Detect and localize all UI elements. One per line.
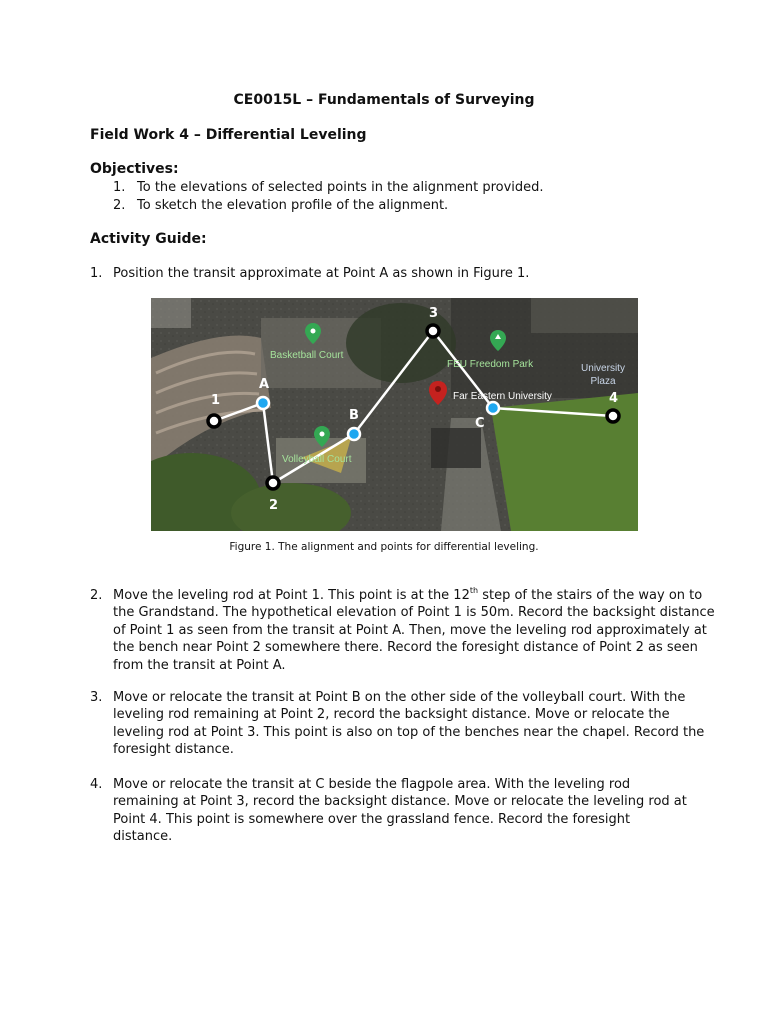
step-line-text: step of the stairs of the way on to [478, 588, 703, 603]
point-4-label: 4 [609, 391, 619, 406]
step-line: of Point 1 as seen from the transit at Point A. Then, move the leveling rod approximately at [113, 622, 707, 638]
step-line: Move or relocate the transit at C beside the flagpole area. With the leveling rod [113, 777, 631, 792]
point-a-marker [257, 397, 269, 409]
point-2-marker [267, 477, 279, 489]
objective-item [113, 179, 613, 197]
step-line [113, 586, 703, 604]
step-line: Move or relocate the transit at Point B on the other side of the volleyball court. With the [113, 690, 686, 705]
basketball-court-label: Basketball Court [270, 350, 344, 361]
point-b-marker [348, 428, 360, 440]
point-4-marker [607, 410, 619, 422]
point-3-label: 3 [429, 306, 439, 321]
point-2-label: 2 [269, 498, 279, 513]
plaza-label-line2: Plaza [590, 376, 616, 387]
step-line: leveling rod remaining at Point 2, record the backsight distance. Move or relocate the [113, 707, 670, 723]
fieldwork-title: Field Work 4 – Differential Leveling [90, 127, 367, 143]
objectives-list [113, 179, 613, 215]
point-3-marker [427, 325, 439, 337]
figure-map [151, 298, 638, 531]
objective-number: 1. [113, 180, 126, 195]
plaza-label-line1: University [581, 363, 625, 374]
objective-number: 2. [113, 197, 126, 213]
point-c-marker [487, 402, 499, 414]
point-1-marker [208, 415, 220, 427]
step-line: Position the transit approximate at Point A as shown in Figure 1. [113, 266, 530, 281]
step-text [113, 586, 715, 674]
step-number: 2. [90, 588, 103, 603]
alignment-map-image [151, 298, 638, 531]
objective-text: To sketch the elevation profile of the alignment. [137, 197, 449, 213]
step-line: from the transit at Point A. [113, 657, 286, 673]
step-text [113, 689, 705, 759]
objective-item [113, 197, 613, 215]
step-line: Point 4. This point is somewhere over the grassland fence. Record the foresight [113, 811, 631, 827]
step-line-text: Move the leveling rod at Point 1. This point is at the 12 [113, 588, 470, 603]
ordinal-superscript: th [469, 586, 479, 595]
point-1-label: 1 [211, 393, 221, 408]
step-line: the bench near Point 2 somewhere there. Record the foresight distance of Point 2 as seen [113, 640, 698, 656]
objective-text: To the elevations of selected points in the alignment provided. [137, 180, 544, 195]
course-title: CE0015L – Fundamentals of Surveying [233, 92, 535, 108]
volleyball-court-label: Volleyball Court [282, 454, 352, 465]
step-line: the Grandstand. The hypothetical elevation of Point 1 is 50m. Record the backsight distance [113, 605, 715, 621]
freedom-park-label: FEU Freedom Park [447, 359, 534, 370]
objectives-heading: Objectives: [90, 161, 179, 177]
step-number: 1. [90, 266, 103, 281]
figure-caption: Figure 1. The alignment and points for differential leveling. [229, 541, 539, 553]
point-b-label: B [349, 408, 359, 423]
step-line: leveling rod at Point 3. This point is also on top of the benches near the chapel. Record the [113, 724, 705, 740]
point-c-label: C [475, 416, 485, 431]
activity-heading: Activity Guide: [90, 231, 207, 247]
step-line: remaining at Point 3, record the backsight distance. Move or relocate the leveling rod at [113, 794, 687, 810]
step-line: distance. [113, 829, 173, 845]
step-number: 3. [90, 690, 103, 705]
university-label: Far Eastern University [453, 391, 552, 402]
step-text [113, 776, 687, 846]
step-text [113, 265, 673, 282]
point-a-label: A [259, 377, 270, 392]
step-number: 4. [90, 777, 103, 792]
step-line: foresight distance. [113, 742, 234, 758]
